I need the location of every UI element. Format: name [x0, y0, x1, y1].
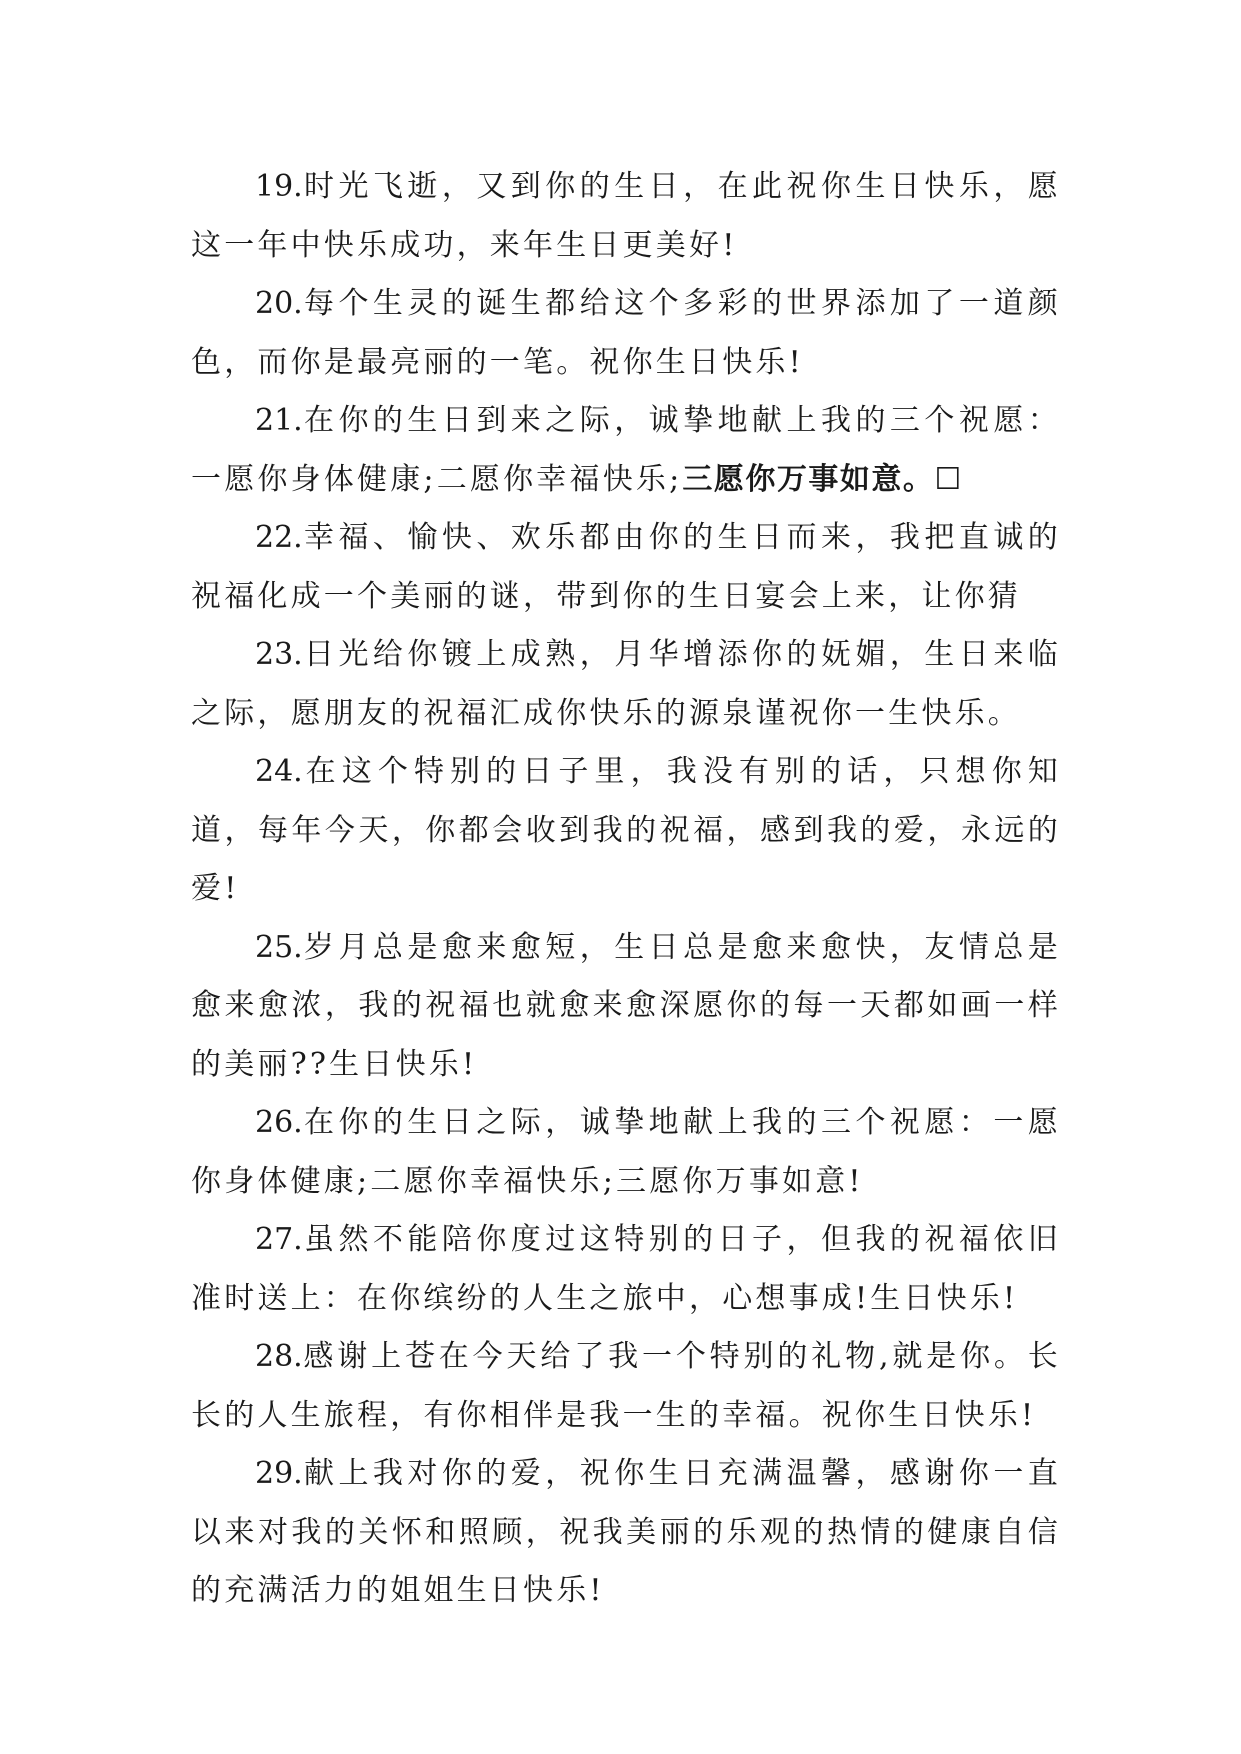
- wish-paragraph-23: [191, 626, 1061, 743]
- wish-paragraph-20: [191, 275, 1061, 392]
- wish-paragraph-26: [191, 1094, 1061, 1211]
- paragraph-text: 时光飞逝，又到你的生日，在此祝你生日快乐，愿这一年中快乐成功，来年生日更美好!: [191, 169, 1061, 263]
- paragraph-number: 24.: [255, 754, 303, 789]
- wish-paragraph-24: [191, 743, 1061, 919]
- document-page: [191, 158, 1061, 1621]
- paragraph-number: 26.: [255, 1105, 303, 1140]
- paragraph-number: 23.: [255, 637, 303, 672]
- wish-paragraph-25: [191, 919, 1061, 1095]
- paragraph-number: 29.: [255, 1456, 303, 1491]
- wish-paragraph-29: [191, 1445, 1061, 1621]
- paragraph-text: 日光给你镀上成熟，月华增添你的妩媚，生日来临之际，愿朋友的祝福汇成你快乐的源泉谨祝你一生快乐。: [191, 637, 1061, 731]
- paragraph-number: 20.: [255, 286, 303, 321]
- paragraph-number: 25.: [255, 929, 303, 965]
- paragraph-text: 在你的生日之际，诚挚地献上我的三个祝愿：一愿你身体健康;二愿你幸福快乐;三愿你万事如意!: [191, 1105, 1061, 1199]
- paragraph-text: 在你的生日到来之际，诚挚地献上我的三个祝愿：一愿你身体健康;二愿你幸福快乐;: [191, 403, 1061, 497]
- wish-paragraph-28: [191, 1328, 1061, 1445]
- paragraph-text: 在这个特别的日子里，我没有别的话，只想你知道，每年今天，你都会收到我的祝福，感到我的爱，永远的爱!: [191, 754, 1061, 906]
- paragraph-text: 每个生灵的诞生都给这个多彩的世界添加了一道颜色，而你是最亮丽的一笔。祝你生日快乐!: [191, 286, 1061, 380]
- wish-paragraph-22: [191, 509, 1061, 626]
- wish-paragraph-21: [191, 392, 1061, 509]
- wish-paragraph-27: [191, 1211, 1061, 1328]
- paragraph-number: 19.: [255, 169, 303, 204]
- paragraph-text: 感谢上苍在今天给了我一个特别的礼物,就是你。长长的人生旅程，有你相伴是我一生的幸福。祝你生日快乐!: [191, 1339, 1061, 1433]
- wish-paragraph-19: [191, 158, 1061, 275]
- paragraph-text: 幸福、愉快、欢乐都由你的生日而来，我把直诚的祝福化成一个美丽的谜，带到你的生日宴会上来，让你猜: [191, 520, 1061, 614]
- paragraph-text: 岁月总是愈来愈短，生日总是愈来愈快，友情总是愈来愈浓，我的祝福也就愈来愈深愿你的每一天都如画一样的美丽??生日快乐!: [191, 929, 1061, 1082]
- paragraph-number: 22.: [255, 520, 303, 555]
- paragraph-number: 21.: [255, 403, 303, 438]
- paragraph-text: 献上我对你的爱，祝你生日充满温馨，感谢你一直以来对我的关怀和照顾，祝我美丽的乐观的热情的健康自信的充满活力的姐姐生日快乐!: [191, 1456, 1061, 1608]
- paragraph-text: 虽然不能陪你度过这特别的日子，但我的祝福依旧准时送上：在你缤纷的人生之旅中，心想事成!生日快乐!: [191, 1222, 1061, 1316]
- paragraph-bold-text: 三愿你万事如意。☐: [682, 461, 963, 497]
- paragraph-number: 28.: [255, 1339, 303, 1374]
- paragraph-number: 27.: [255, 1222, 303, 1257]
